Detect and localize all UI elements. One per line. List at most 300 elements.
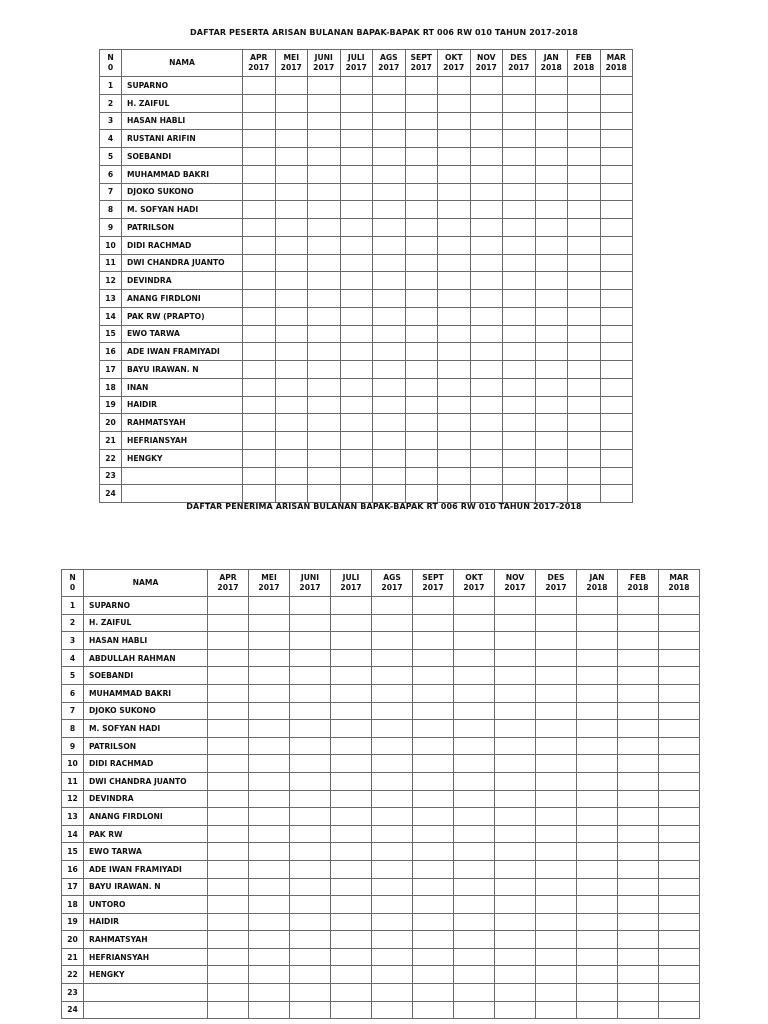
payment-cell (331, 702, 372, 720)
payment-cell (535, 485, 568, 503)
payment-cell (308, 449, 341, 467)
payment-cell (275, 361, 308, 379)
year-label: 2017 (258, 583, 280, 592)
table-row (100, 77, 633, 95)
payment-cell (208, 737, 249, 755)
payment-cell (495, 966, 536, 984)
payment-cell (308, 343, 341, 361)
payment-cell (405, 307, 438, 325)
payment-cell (659, 966, 700, 984)
month-header (275, 50, 308, 77)
payment-cell (454, 966, 495, 984)
payment-cell (659, 737, 700, 755)
month-header (577, 570, 618, 597)
table-row (62, 755, 700, 773)
payment-cell (536, 808, 577, 826)
payment-cell (659, 913, 700, 931)
payment-cell (503, 165, 536, 183)
row-number: 22 (100, 449, 122, 467)
row-number: 18 (100, 378, 122, 396)
payment-cell (413, 649, 454, 667)
payment-cell (536, 984, 577, 1002)
payment-cell (372, 632, 413, 650)
row-number: 24 (100, 485, 122, 503)
payment-cell (470, 325, 503, 343)
table-row (62, 702, 700, 720)
payment-cell (331, 808, 372, 826)
payment-cell (208, 948, 249, 966)
payment-cell (340, 378, 373, 396)
payment-cell (577, 737, 618, 755)
payment-cell (438, 378, 471, 396)
payment-cell (340, 307, 373, 325)
payment-cell (405, 396, 438, 414)
payment-cell (373, 130, 406, 148)
payment-cell (275, 130, 308, 148)
payment-cell (470, 272, 503, 290)
payment-cell (331, 843, 372, 861)
payment-cell (536, 649, 577, 667)
payment-cell (208, 825, 249, 843)
payment-cell (372, 772, 413, 790)
payment-cell (373, 378, 406, 396)
table-row (100, 165, 633, 183)
payment-cell (535, 148, 568, 166)
payment-cell (290, 896, 331, 914)
payment-cell (340, 396, 373, 414)
payment-cell (659, 790, 700, 808)
table-row (100, 183, 633, 201)
row-number: 18 (62, 896, 84, 914)
payment-cell (308, 467, 341, 485)
member-name: HENGKY (84, 966, 208, 984)
table-row (62, 913, 700, 931)
payment-cell (535, 112, 568, 130)
month-label: OKT (465, 573, 483, 582)
payment-cell (503, 272, 536, 290)
payment-cell (340, 272, 373, 290)
payment-cell (208, 931, 249, 949)
month-header (568, 50, 601, 77)
payment-cell (438, 290, 471, 308)
payment-cell (243, 449, 276, 467)
payment-cell (503, 290, 536, 308)
row-number: 7 (100, 183, 122, 201)
payment-cell (600, 219, 633, 237)
no-header-line2: 0 (69, 583, 76, 592)
payment-cell (208, 684, 249, 702)
payment-cell (308, 414, 341, 432)
payment-cell (577, 632, 618, 650)
payment-cell (577, 878, 618, 896)
payment-cell (454, 614, 495, 632)
payment-cell (495, 913, 536, 931)
payment-cell (405, 130, 438, 148)
payment-cell (503, 325, 536, 343)
payment-cell (249, 772, 290, 790)
payment-cell (413, 772, 454, 790)
payment-cell (438, 414, 471, 432)
row-number: 19 (100, 396, 122, 414)
month-header (249, 570, 290, 597)
payment-cell (340, 183, 373, 201)
row-number: 7 (62, 702, 84, 720)
payment-cell (340, 201, 373, 219)
member-name: RAHMATSYAH (84, 931, 208, 949)
payment-cell (536, 878, 577, 896)
payment-cell (413, 702, 454, 720)
payment-cell (495, 597, 536, 615)
payment-cell (308, 432, 341, 450)
payment-cell (577, 720, 618, 738)
payment-cell (618, 1001, 659, 1019)
month-header (438, 50, 471, 77)
table-row (100, 378, 633, 396)
month-label: MAR (669, 573, 689, 582)
payment-cell (340, 343, 373, 361)
row-number: 21 (100, 432, 122, 450)
payment-cell (536, 614, 577, 632)
member-name: BAYU IRAWAN. N (122, 361, 243, 379)
payment-cell (249, 597, 290, 615)
payment-cell (372, 860, 413, 878)
payment-cell (535, 272, 568, 290)
payment-cell (275, 236, 308, 254)
payment-cell (405, 77, 438, 95)
month-header (208, 570, 249, 597)
payment-cell (308, 254, 341, 272)
payment-cell (373, 343, 406, 361)
payment-cell (438, 467, 471, 485)
year-label: 2018 (540, 63, 562, 72)
payment-cell (438, 307, 471, 325)
payment-cell (373, 449, 406, 467)
payment-cell (535, 183, 568, 201)
payment-cell (405, 183, 438, 201)
payment-cell (600, 432, 633, 450)
payment-cell (470, 343, 503, 361)
payment-cell (495, 772, 536, 790)
payment-cell (249, 878, 290, 896)
payment-cell (438, 183, 471, 201)
year-label: 2017 (313, 63, 335, 72)
payment-cell (340, 254, 373, 272)
payment-cell (536, 913, 577, 931)
payment-cell (535, 165, 568, 183)
payment-cell (503, 414, 536, 432)
payment-cell (373, 254, 406, 272)
payment-cell (503, 94, 536, 112)
member-name: SOEBANDI (122, 148, 243, 166)
payment-cell (413, 966, 454, 984)
payment-cell (503, 77, 536, 95)
payment-cell (405, 148, 438, 166)
payment-cell (405, 165, 438, 183)
payment-cell (208, 843, 249, 861)
row-number: 3 (62, 632, 84, 650)
payment-cell (405, 94, 438, 112)
member-name: BAYU IRAWAN. N (84, 878, 208, 896)
no-header-line1: N (107, 53, 114, 62)
payment-cell (340, 236, 373, 254)
row-number: 6 (62, 684, 84, 702)
payment-cell (568, 183, 601, 201)
month-label: JULI (342, 573, 360, 582)
payment-cell (438, 449, 471, 467)
payment-cell (577, 913, 618, 931)
payment-cell (372, 1001, 413, 1019)
payment-cell (331, 667, 372, 685)
peserta-table (99, 49, 633, 503)
payment-cell (438, 325, 471, 343)
payment-cell (618, 720, 659, 738)
member-name: ANANG FIRDLONI (84, 808, 208, 826)
payment-cell (568, 201, 601, 219)
payment-cell (249, 632, 290, 650)
payment-cell (536, 825, 577, 843)
table-row (62, 948, 700, 966)
member-name: ADE IWAN FRAMIYADI (122, 343, 243, 361)
payment-cell (249, 720, 290, 738)
payment-cell (308, 290, 341, 308)
year-label: 2018 (627, 583, 649, 592)
row-number: 8 (100, 201, 122, 219)
payment-cell (495, 843, 536, 861)
payment-cell (331, 790, 372, 808)
member-name: ADE IWAN FRAMIYADI (84, 860, 208, 878)
member-name: RAHMATSYAH (122, 414, 243, 432)
month-header (373, 50, 406, 77)
payment-cell (454, 684, 495, 702)
payment-cell (413, 614, 454, 632)
month-header (618, 570, 659, 597)
row-number: 15 (62, 843, 84, 861)
payment-cell (577, 896, 618, 914)
payment-cell (503, 307, 536, 325)
payment-cell (503, 112, 536, 130)
payment-cell (438, 343, 471, 361)
payment-cell (208, 878, 249, 896)
payment-cell (454, 808, 495, 826)
member-name: MUHAMMAD BAKRI (84, 684, 208, 702)
payment-cell (535, 236, 568, 254)
payment-cell (372, 948, 413, 966)
payment-cell (308, 325, 341, 343)
payment-cell (536, 1001, 577, 1019)
payment-cell (438, 236, 471, 254)
payment-cell (243, 485, 276, 503)
payment-cell (373, 290, 406, 308)
payment-cell (373, 112, 406, 130)
payment-cell (495, 614, 536, 632)
payment-cell (372, 737, 413, 755)
payment-cell (470, 219, 503, 237)
payment-cell (372, 755, 413, 773)
year-label: 2017 (410, 63, 432, 72)
member-name: DJOKO SUKONO (84, 702, 208, 720)
payment-cell (438, 432, 471, 450)
month-header (659, 570, 700, 597)
payment-cell (659, 896, 700, 914)
payment-cell (413, 808, 454, 826)
payment-cell (568, 325, 601, 343)
payment-cell (413, 667, 454, 685)
member-name: DEVINDRA (84, 790, 208, 808)
payment-cell (372, 984, 413, 1002)
payment-cell (373, 325, 406, 343)
payment-cell (413, 878, 454, 896)
payment-cell (308, 201, 341, 219)
payment-cell (308, 396, 341, 414)
row-number: 3 (100, 112, 122, 130)
payment-cell (249, 649, 290, 667)
payment-cell (503, 130, 536, 148)
row-number: 20 (100, 414, 122, 432)
payment-cell (535, 414, 568, 432)
payment-cell (659, 614, 700, 632)
payment-cell (373, 414, 406, 432)
payment-cell (536, 737, 577, 755)
row-number: 10 (100, 236, 122, 254)
month-header (495, 570, 536, 597)
payment-cell (568, 148, 601, 166)
payment-cell (275, 449, 308, 467)
month-label: JAN (589, 573, 605, 582)
payment-cell (618, 772, 659, 790)
payment-cell (470, 290, 503, 308)
payment-cell (405, 272, 438, 290)
month-header (340, 50, 373, 77)
month-label: DES (510, 53, 528, 62)
payment-cell (495, 948, 536, 966)
payment-cell (331, 931, 372, 949)
payment-cell (568, 485, 601, 503)
payment-cell (275, 467, 308, 485)
payment-cell (308, 485, 341, 503)
month-label: APR (250, 53, 268, 62)
payment-cell (340, 432, 373, 450)
member-name: SUPARNO (84, 597, 208, 615)
payment-cell (495, 684, 536, 702)
payment-cell (208, 632, 249, 650)
payment-cell (536, 966, 577, 984)
payment-cell (275, 396, 308, 414)
payment-cell (577, 702, 618, 720)
payment-cell (331, 896, 372, 914)
row-number: 11 (62, 772, 84, 790)
table-row (100, 325, 633, 343)
payment-cell (373, 361, 406, 379)
payment-cell (495, 632, 536, 650)
payment-cell (600, 254, 633, 272)
table-row (100, 112, 633, 130)
payment-cell (243, 325, 276, 343)
payment-cell (372, 878, 413, 896)
payment-cell (618, 931, 659, 949)
payment-cell (503, 219, 536, 237)
row-number: 16 (100, 343, 122, 361)
payment-cell (659, 702, 700, 720)
payment-cell (208, 597, 249, 615)
table-row (62, 790, 700, 808)
row-number: 17 (100, 361, 122, 379)
payment-cell (372, 931, 413, 949)
payment-cell (340, 219, 373, 237)
year-label: 2017 (508, 63, 530, 72)
payment-cell (536, 860, 577, 878)
payment-cell (308, 236, 341, 254)
member-name: PATRILSON (84, 737, 208, 755)
payment-cell (577, 772, 618, 790)
payment-cell (470, 77, 503, 95)
payment-cell (331, 720, 372, 738)
member-name (122, 467, 243, 485)
payment-cell (659, 984, 700, 1002)
payment-cell (340, 467, 373, 485)
payment-cell (275, 432, 308, 450)
payment-cell (275, 307, 308, 325)
payment-cell (618, 984, 659, 1002)
payment-cell (290, 825, 331, 843)
payment-cell (568, 165, 601, 183)
payment-cell (405, 325, 438, 343)
payment-cell (340, 77, 373, 95)
payment-cell (495, 931, 536, 949)
payment-cell (340, 325, 373, 343)
member-name: INAN (122, 378, 243, 396)
payment-cell (340, 130, 373, 148)
no-header-line2: 0 (107, 63, 114, 72)
payment-cell (372, 825, 413, 843)
payment-cell (577, 755, 618, 773)
payment-cell (577, 931, 618, 949)
payment-cell (372, 667, 413, 685)
payment-cell (495, 737, 536, 755)
payment-cell (249, 913, 290, 931)
payment-cell (290, 614, 331, 632)
payment-cell (208, 720, 249, 738)
year-label: 2018 (586, 583, 608, 592)
payment-cell (331, 860, 372, 878)
payment-cell (331, 597, 372, 615)
payment-cell (290, 860, 331, 878)
payment-cell (249, 966, 290, 984)
payment-cell (331, 755, 372, 773)
no-header (62, 570, 84, 597)
payment-cell (495, 825, 536, 843)
payment-cell (438, 219, 471, 237)
payment-cell (275, 343, 308, 361)
payment-cell (243, 432, 276, 450)
year-label: 2017 (381, 583, 403, 592)
payment-cell (243, 77, 276, 95)
payment-cell (600, 201, 633, 219)
payment-cell (503, 343, 536, 361)
payment-cell (600, 94, 633, 112)
member-name: PAK RW (84, 825, 208, 843)
payment-cell (249, 931, 290, 949)
payment-cell (208, 649, 249, 667)
payment-cell (308, 378, 341, 396)
year-label: 2018 (605, 63, 627, 72)
month-label: AGS (383, 573, 401, 582)
month-label: NOV (477, 53, 496, 62)
payment-cell (249, 825, 290, 843)
member-name: ABDULLAH RAHMAN (84, 649, 208, 667)
payment-cell (373, 148, 406, 166)
table-row (62, 667, 700, 685)
payment-cell (536, 667, 577, 685)
